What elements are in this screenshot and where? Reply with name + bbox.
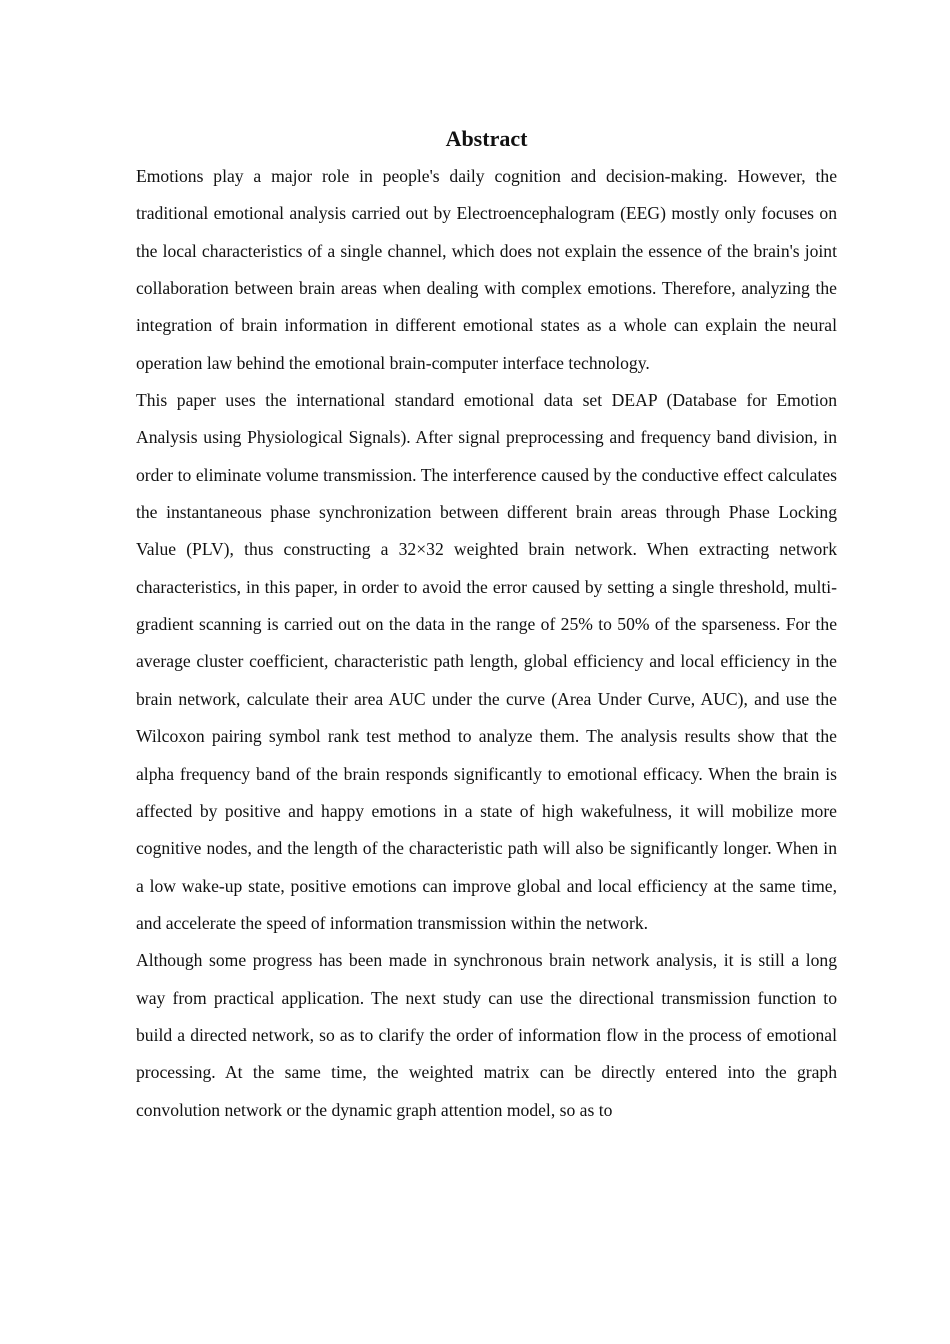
abstract-page (136, 124, 837, 1129)
abstract-title: Abstract (445, 126, 528, 151)
abstract-paragraph-2: This paper uses the international standard emotional data set DEAP (Database for Emotion Analysis using Physiological Signals). After signal preprocessing and frequency band division, in order to eliminate volume transmission. The interference caused by the conductive effect calculates the instantaneous phase synchronization between different brain areas through Phase Locking Value (PLV), thus constructing a 32×32 weighted brain network. When extracting network characteristics, in this paper, in order to avoid the error caused by setting a single threshold, multi-gradient scanning is carried out on the data in the range of 25% to 50% of the sparseness. For the average cluster coefficient, characteristic path length, global efficiency and local efficiency in the brain network, calculate their area AUC under the curve (Area Under Curve, AUC), and use the Wilcoxon pairing symbol rank test method to analyze them. The analysis results show that the alpha frequency band of the brain responds significantly to emotional efficacy. When the brain is affected by positive and happy emotions in a state of high wakefulness, it will mobilize more cognitive nodes, and the length of the characteristic path will also be significantly longer. When in a low wake-up state, positive emotions can improve global and local efficiency at the same time, and accelerate the speed of information transmission within the network. (136, 390, 837, 933)
abstract-paragraph-3: Although some progress has been made in synchronous brain network analysis, it is still a long way from practical application. The next study can use the directional transmission function to build a directed network, so as to clarify the order of information flow in the process of emotional processing. At the same time, the weighted matrix can be directly entered into the graph convolution network or the dynamic graph attention model, so as to (136, 950, 837, 1120)
abstract-paragraph-1: Emotions play a major role in people's daily cognition and decision-making. However, the traditional emotional analysis carried out by Electroencephalogram (EEG) mostly only focuses on the local characteristics of a single channel, which does not explain the essence of the brain's joint collaboration between brain areas when dealing with complex emotions. Therefore, analyzing the integration of brain information in different emotional states as a whole can explain the neural operation law behind the emotional brain-computer interface technology. (136, 166, 837, 373)
